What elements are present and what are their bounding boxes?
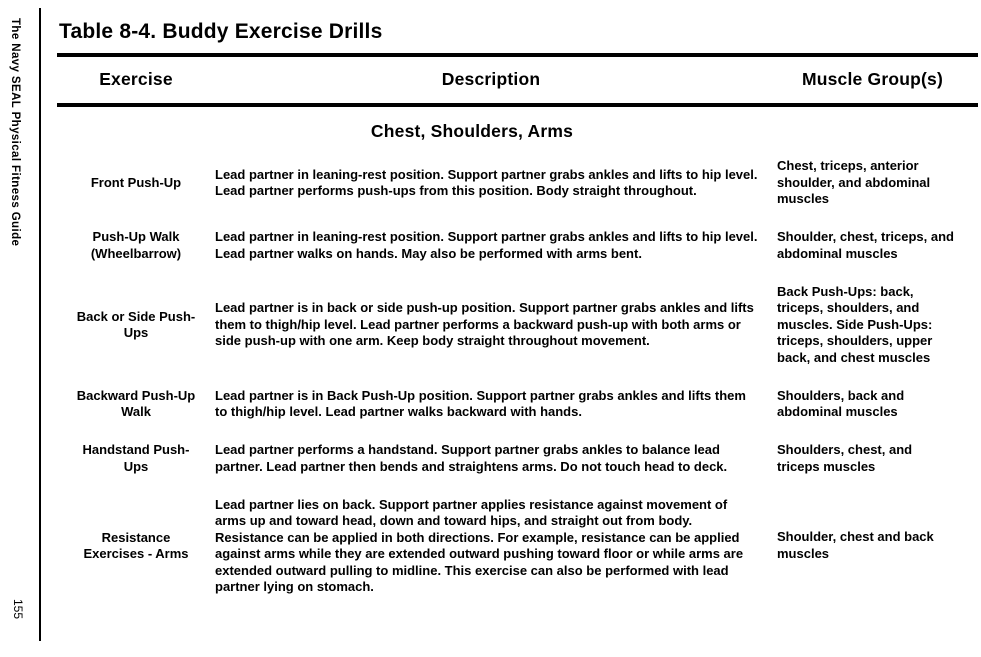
exercise-description: Lead partner in leaning-rest position. Support partner grabs ankles and lifts to hip level. Lead partner walks on hands. May also be performed with arms bent. [215, 229, 758, 261]
table-row [57, 284, 978, 367]
exercise-name-cell [57, 530, 215, 563]
exercise-name-cell [57, 442, 215, 475]
sidebar-book-title: The Navy SEAL Physical Fitness Guide [9, 18, 21, 247]
exercise-name-cell [57, 229, 215, 262]
exercise-name-cell [57, 388, 215, 421]
table-row [57, 158, 978, 208]
muscle-groups-cell [767, 442, 978, 476]
exercise-name: Front Push-Up [90, 174, 182, 190]
table-row [57, 497, 978, 596]
section-heading: Chest, Shoulders, Arms [370, 121, 574, 141]
header-rule [57, 103, 978, 107]
exercise-description: Lead partner in leaning-rest position. Support partner grabs ankles and lifts to hip level. Lead partner performs push-ups from this position. Body straight throughout. [215, 166, 758, 198]
muscle-groups: Back Push-Ups: back, triceps, shoulders, and muscles. Side Push-Ups: triceps, shoulders, upper back, and chest muscles [777, 283, 933, 365]
muscle-groups: Chest, triceps, anterior shoulder, and abdominal muscles [777, 158, 931, 206]
exercise-name: Backward Push-Up Walk [76, 387, 196, 420]
exercise-description: Lead partner lies on back. Support partner applies resistance against movement of arms up and toward head, down and toward hips, and straight out from body. Resistance can be applied in both directions. For example, resistance can be applied against arms while they are extended outward pushing toward floor or while arms are extended outward pulling to midline. This exercise can also be performed with lead partner lying on stomach. [215, 496, 744, 594]
table-row [57, 229, 978, 263]
muscle-groups-cell [767, 388, 978, 422]
column-header-description: Description [441, 69, 541, 89]
muscle-groups-cell [767, 529, 978, 563]
exercise-name-cell [57, 309, 215, 342]
table-header-row [57, 57, 978, 103]
exercise-name: Push-Up Walk (Wheelbarrow) [90, 229, 182, 261]
column-header-exercise: Exercise [99, 69, 173, 89]
exercise-description: Lead partner performs a handstand. Support partner grabs ankles to balance lead partner. Lead partner then bends and straightens arms. Do not touch head to deck. [215, 442, 728, 474]
table-row [57, 388, 978, 422]
sidebar-divider-line [39, 8, 41, 641]
exercise-name: Resistance Exercises - Arms [83, 529, 189, 561]
muscle-groups: Shoulders, chest, and triceps muscles [777, 442, 913, 474]
exercise-name: Back or Side Push-Ups [76, 308, 196, 340]
table-row [57, 442, 978, 476]
muscle-groups: Shoulder, chest and back muscles [777, 529, 934, 561]
exercise-description: Lead partner is in back or side push-up position. Support partner grabs ankles and lifts them to thigh/hip level. Lead partner performs a backward push-up with both arms or side push-up with one arm. Keep body straight throughout movement. [215, 300, 754, 349]
muscle-groups: Shoulder, chest, triceps, and abdominal muscles [777, 229, 954, 261]
muscle-groups: Shoulders, back and abdominal muscles [777, 387, 905, 419]
exercise-name-cell [57, 175, 215, 192]
muscle-groups-cell [767, 229, 978, 263]
table-content [57, 0, 978, 617]
exercise-name: Handstand Push-Ups [82, 442, 190, 474]
column-header-muscle-groups: Muscle Group(s) [801, 69, 944, 89]
page-number: 155 [11, 599, 25, 620]
muscle-groups-cell [767, 284, 978, 367]
muscle-groups-cell [767, 158, 978, 208]
exercise-description: Lead partner is in Back Push-Up position. Support partner grabs ankles and lifts them to thigh/hip level. Lead partner walks backward with hands. [215, 387, 746, 420]
table-title: Table 8-4. Buddy Exercise Drills [59, 20, 383, 43]
